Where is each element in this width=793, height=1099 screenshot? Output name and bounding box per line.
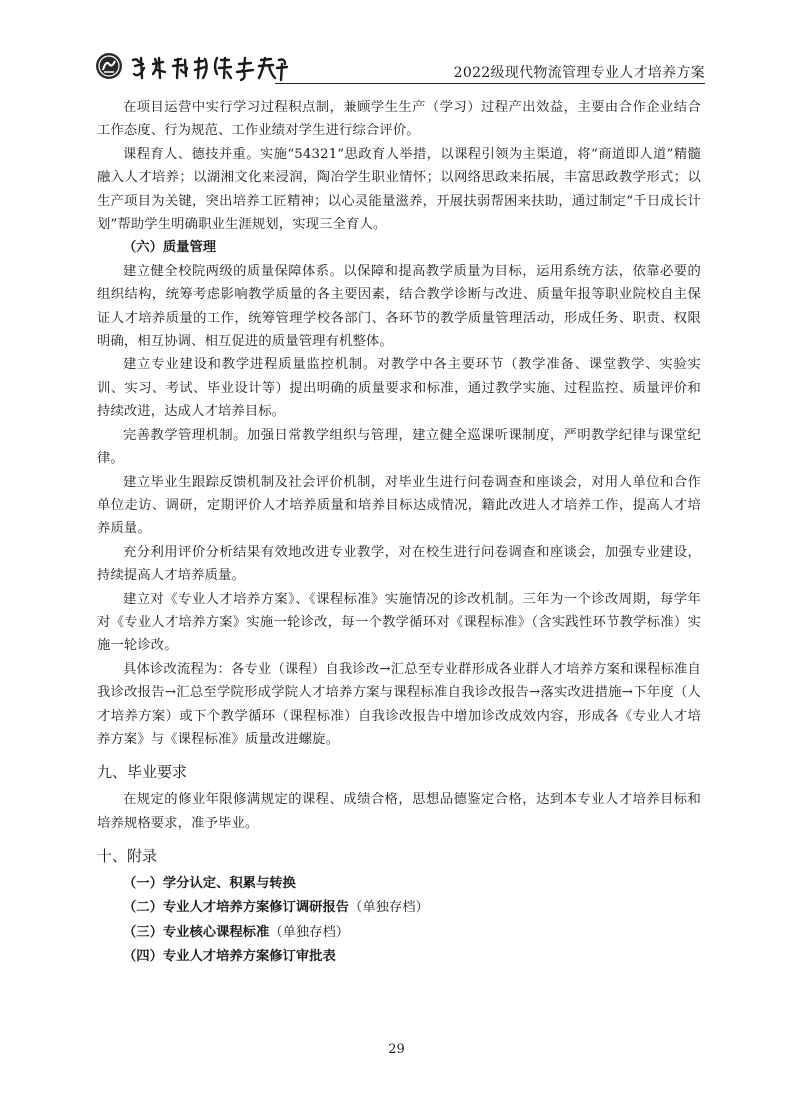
paragraph: 建立健全校院两级的质量保障体系。以保障和提高教学质量为目标，运用系统方法，依靠必要的组织结构，统筹考虑影响教学质量的各主要因素，结合教学诊断与改进、质量年报等职业院校自主保证人才培养质量的工作，统筹管理学校各部门、各环节的教学质量管理活动，形成任务、职责、权限明确，相互协调、相互促进的质量管理有机整体。 (97, 263, 701, 350)
paragraph: 完善教学管理机制。加强日常教学组织与管理，建立健全巡课听课制度，严明教学纪律与课堂纪律。 (97, 427, 701, 467)
appendix-item (97, 896, 701, 920)
appendix-item-label: （一）学分认定、积累与转换 (123, 876, 296, 892)
header-divider (275, 83, 705, 84)
page-header (95, 50, 705, 86)
page-body (97, 96, 701, 969)
document-title: 2022级现代物流管理专业人才培养方案 (453, 65, 705, 81)
paragraph: 充分利用评价分析结果有效地改进专业教学，对在校生进行问卷调查和座谈会，加强专业建设，持续提高人才培养质量。 (97, 544, 701, 584)
paragraph: 建立专业建设和教学进程质量监控机制。对教学中各主要环节（教学准备、课堂教学、实验实训、实习、考试、毕业设计等）提出明确的质量要求和标准，通过教学实施、过程监控、质量评价和持续改进，达成人才培养目标。 (97, 357, 701, 420)
appendix-item-label: （四）专业人才培养方案修订审批表 (123, 949, 336, 965)
page-number: 29 (388, 1042, 405, 1057)
paragraph: 在规定的修业年限修满规定的课程、成绩合格，思想品德鉴定合格，达到本专业人才培养目标和培养规格要求，准予毕业。 (97, 792, 701, 831)
appendix-item-label: （二）专业人才培养方案修订调研报告 (123, 900, 350, 916)
paragraph: 课程育人、德技并重。实施“54321”思政育人举措，以课程引领为主渠道，将“商道即人道”精髓融入人才培养；以湖湘文化来浸润，陶冶学生职业情怀；以网络思政来拓展，丰富思政教学形式；以生产项目为关键，突出培养工匠精神；以心灵能量滋养，开展扶弱帮困来扶助，通过制定“千日成长计划”帮助学生明确职业生涯规划，实现三全育人。 (97, 146, 701, 233)
paragraph: 建立毕业生跟踪反馈机制及社会评价机制，对毕业生进行问卷调查和座谈会，对用人单位和合作单位走访、调研，定期评价人才培养质量和培养目标达成情况，籍此改进人才培养工作，提高人才培养质量。 (97, 474, 701, 537)
appendix-item-note: （单独存档） (269, 924, 350, 940)
paragraph: 在项目运营中实行学习过程积点制，兼顾学生生产（学习）过程产出效益，主要由合作企业结合工作态度、行为规范、工作业绩对学生进行综合评价。 (97, 100, 701, 139)
appendix-item-note: （单独存档） (349, 900, 429, 916)
paragraph: 具体诊改流程为：各专业（课程）自我诊改→汇总至专业群形成各业群人才培养方案和课程标准自我诊改报告→汇总至学院形成学院人才培养方案与课程标准自我诊改报告→落实改进措施→下年度（人才培养方案）或下个教学循环（课程标准）自我诊改报告中增加诊改成效内容，形成各《专业人才培养方案》与《课程标准》质量改进螺旋。 (97, 661, 701, 747)
subheading-quality-management: （六）质量管理 (123, 240, 217, 256)
appendix-item (97, 921, 701, 945)
school-logo (95, 50, 295, 84)
school-name-calligraphy (129, 54, 289, 82)
section-heading-appendix: 十、附录 (97, 847, 158, 866)
appendix-item (97, 945, 701, 969)
appendix-item (97, 872, 701, 896)
appendix-item-label: （三）专业核心课程标准 (123, 924, 270, 940)
school-emblem-icon (95, 52, 123, 80)
paragraph: 建立对《专业人才培养方案》、《课程标准》实施情况的诊改机制。三年为一个诊改周期，每学年对《专业人才培养方案》实施一轮诊改，每一个教学循环对《课程标准》（含实践性环节教学标准）实施一轮诊改。 (97, 591, 701, 654)
section-heading-graduation: 九、毕业要求 (97, 763, 188, 782)
